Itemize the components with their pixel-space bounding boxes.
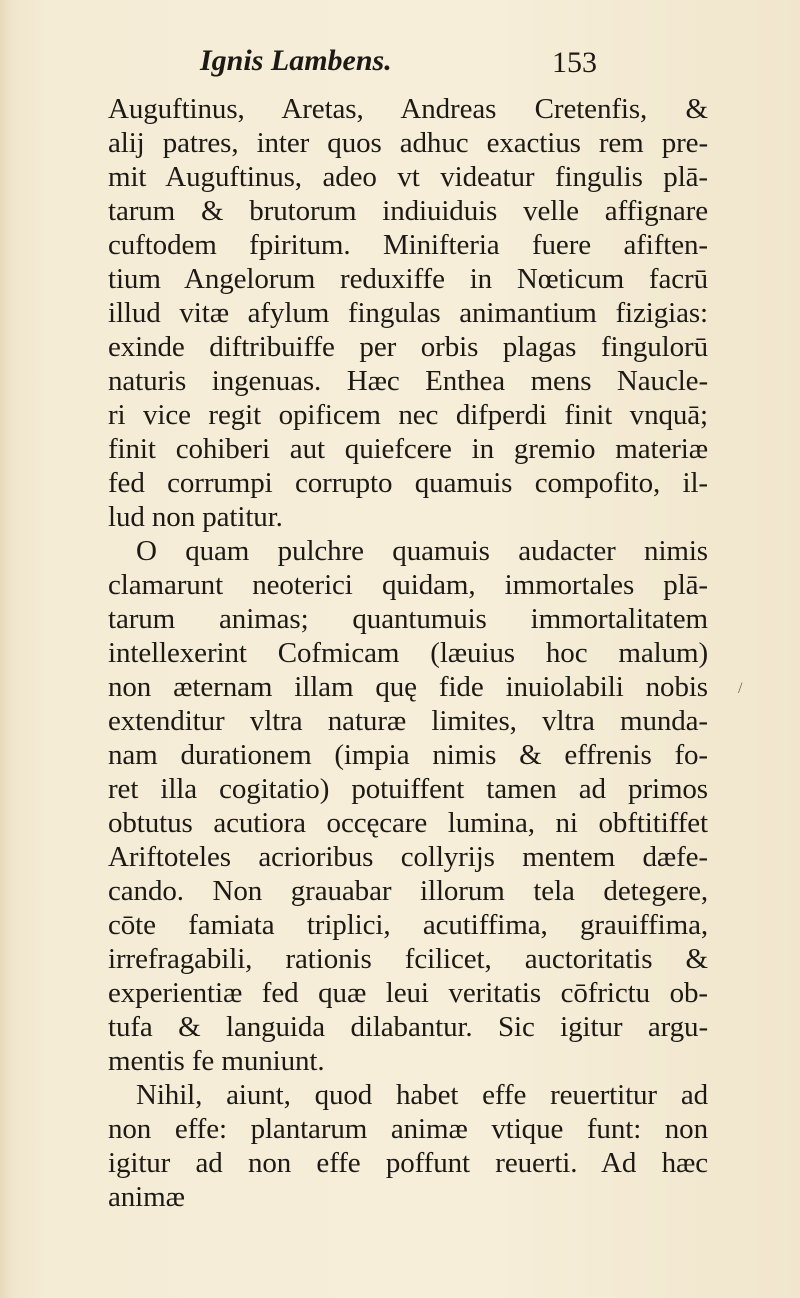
page-edge <box>0 0 10 1298</box>
text-line: Auguftinus, Aretas, Andreas Cretenfis, & <box>108 93 708 125</box>
text-line: naturis ingenuas. Hæc Enthea mens Naucle- <box>108 365 708 397</box>
text-line: tufa & languida dilabantur. Sic igitur argu- <box>108 1011 708 1043</box>
text-line: clamarunt neoterici quidam, immortales plā- <box>108 569 708 601</box>
catchword: animæ <box>108 1181 185 1213</box>
text-line: alij patres, inter quos adhuc exactius rem pre- <box>108 127 708 159</box>
text-line: tarum animas; quantumuis immortalitatem <box>108 603 708 635</box>
text-line: O quam pulchre quamuis audacter nimis <box>136 535 708 567</box>
text-line: exinde diftribuiffe per orbis plagas fingulorū <box>108 331 708 363</box>
text-line: obtutus acutiora occęcare lumina, ni obftitiffet <box>108 807 708 839</box>
text-line: tium Angelorum reduxiffe in Nœticum facrū <box>108 263 708 295</box>
text-line: cuftodem fpiritum. Minifteria fuere afiften- <box>108 229 708 261</box>
text-line: nam durationem (impia nimis & effrenis fo- <box>108 739 708 771</box>
text-line: ri vice regit opificem nec difperdi finit vnquā; <box>108 399 708 431</box>
margin-mark: / <box>738 680 743 697</box>
text-line: mentis fe muniunt. <box>108 1045 325 1077</box>
page-number: 153 <box>552 46 597 79</box>
text-line: cōte famiata triplici, acutiffima, grauiffima, <box>108 909 708 941</box>
text-line: Nihil, aiunt, quod habet effe reuertitur ad <box>136 1079 708 1111</box>
text-line: experientiæ fed quæ leui veritatis cōfrictu ob- <box>108 977 708 1009</box>
page-header <box>0 44 800 90</box>
text-line: finit cohiberi aut quiefcere in gremio materiæ <box>108 433 708 465</box>
text-line: cando. Non grauabar illorum tela detegere, <box>108 875 708 907</box>
text-line: mit Auguftinus, adeo vt videatur fingulis plā- <box>108 161 708 193</box>
text-line: intellexerint Cofmicam (læuius hoc malum) <box>108 637 708 669</box>
text-line: Ariftoteles acrioribus collyrijs mentem dæfe- <box>108 841 708 873</box>
text-line: non æternam illam quę fide inuiolabili nobis <box>108 671 708 703</box>
text-line: non effe: plantarum animæ vtique funt: non <box>108 1113 708 1145</box>
text-line: ret illa cogitatio) potuiffent tamen ad primos <box>108 773 708 805</box>
text-line: tarum & brutorum indiuiduis velle affignare <box>108 195 708 227</box>
text-line: irrefragabili, rationis fcilicet, auctoritatis & <box>108 943 708 975</box>
text-line: extenditur vltra naturæ limites, vltra munda- <box>108 705 708 737</box>
text-line: fed corrumpi corrupto quamuis compofito, il- <box>108 467 708 499</box>
running-title: Ignis Lambens. <box>200 44 392 77</box>
body-text <box>108 92 708 1214</box>
text-line: lud non patitur. <box>108 501 283 533</box>
text-line: igitur ad non effe poffunt reuerti. Ad hæc <box>108 1147 708 1179</box>
text-line: illud vitæ afylum fingulas animantium fizigias: <box>108 297 708 329</box>
